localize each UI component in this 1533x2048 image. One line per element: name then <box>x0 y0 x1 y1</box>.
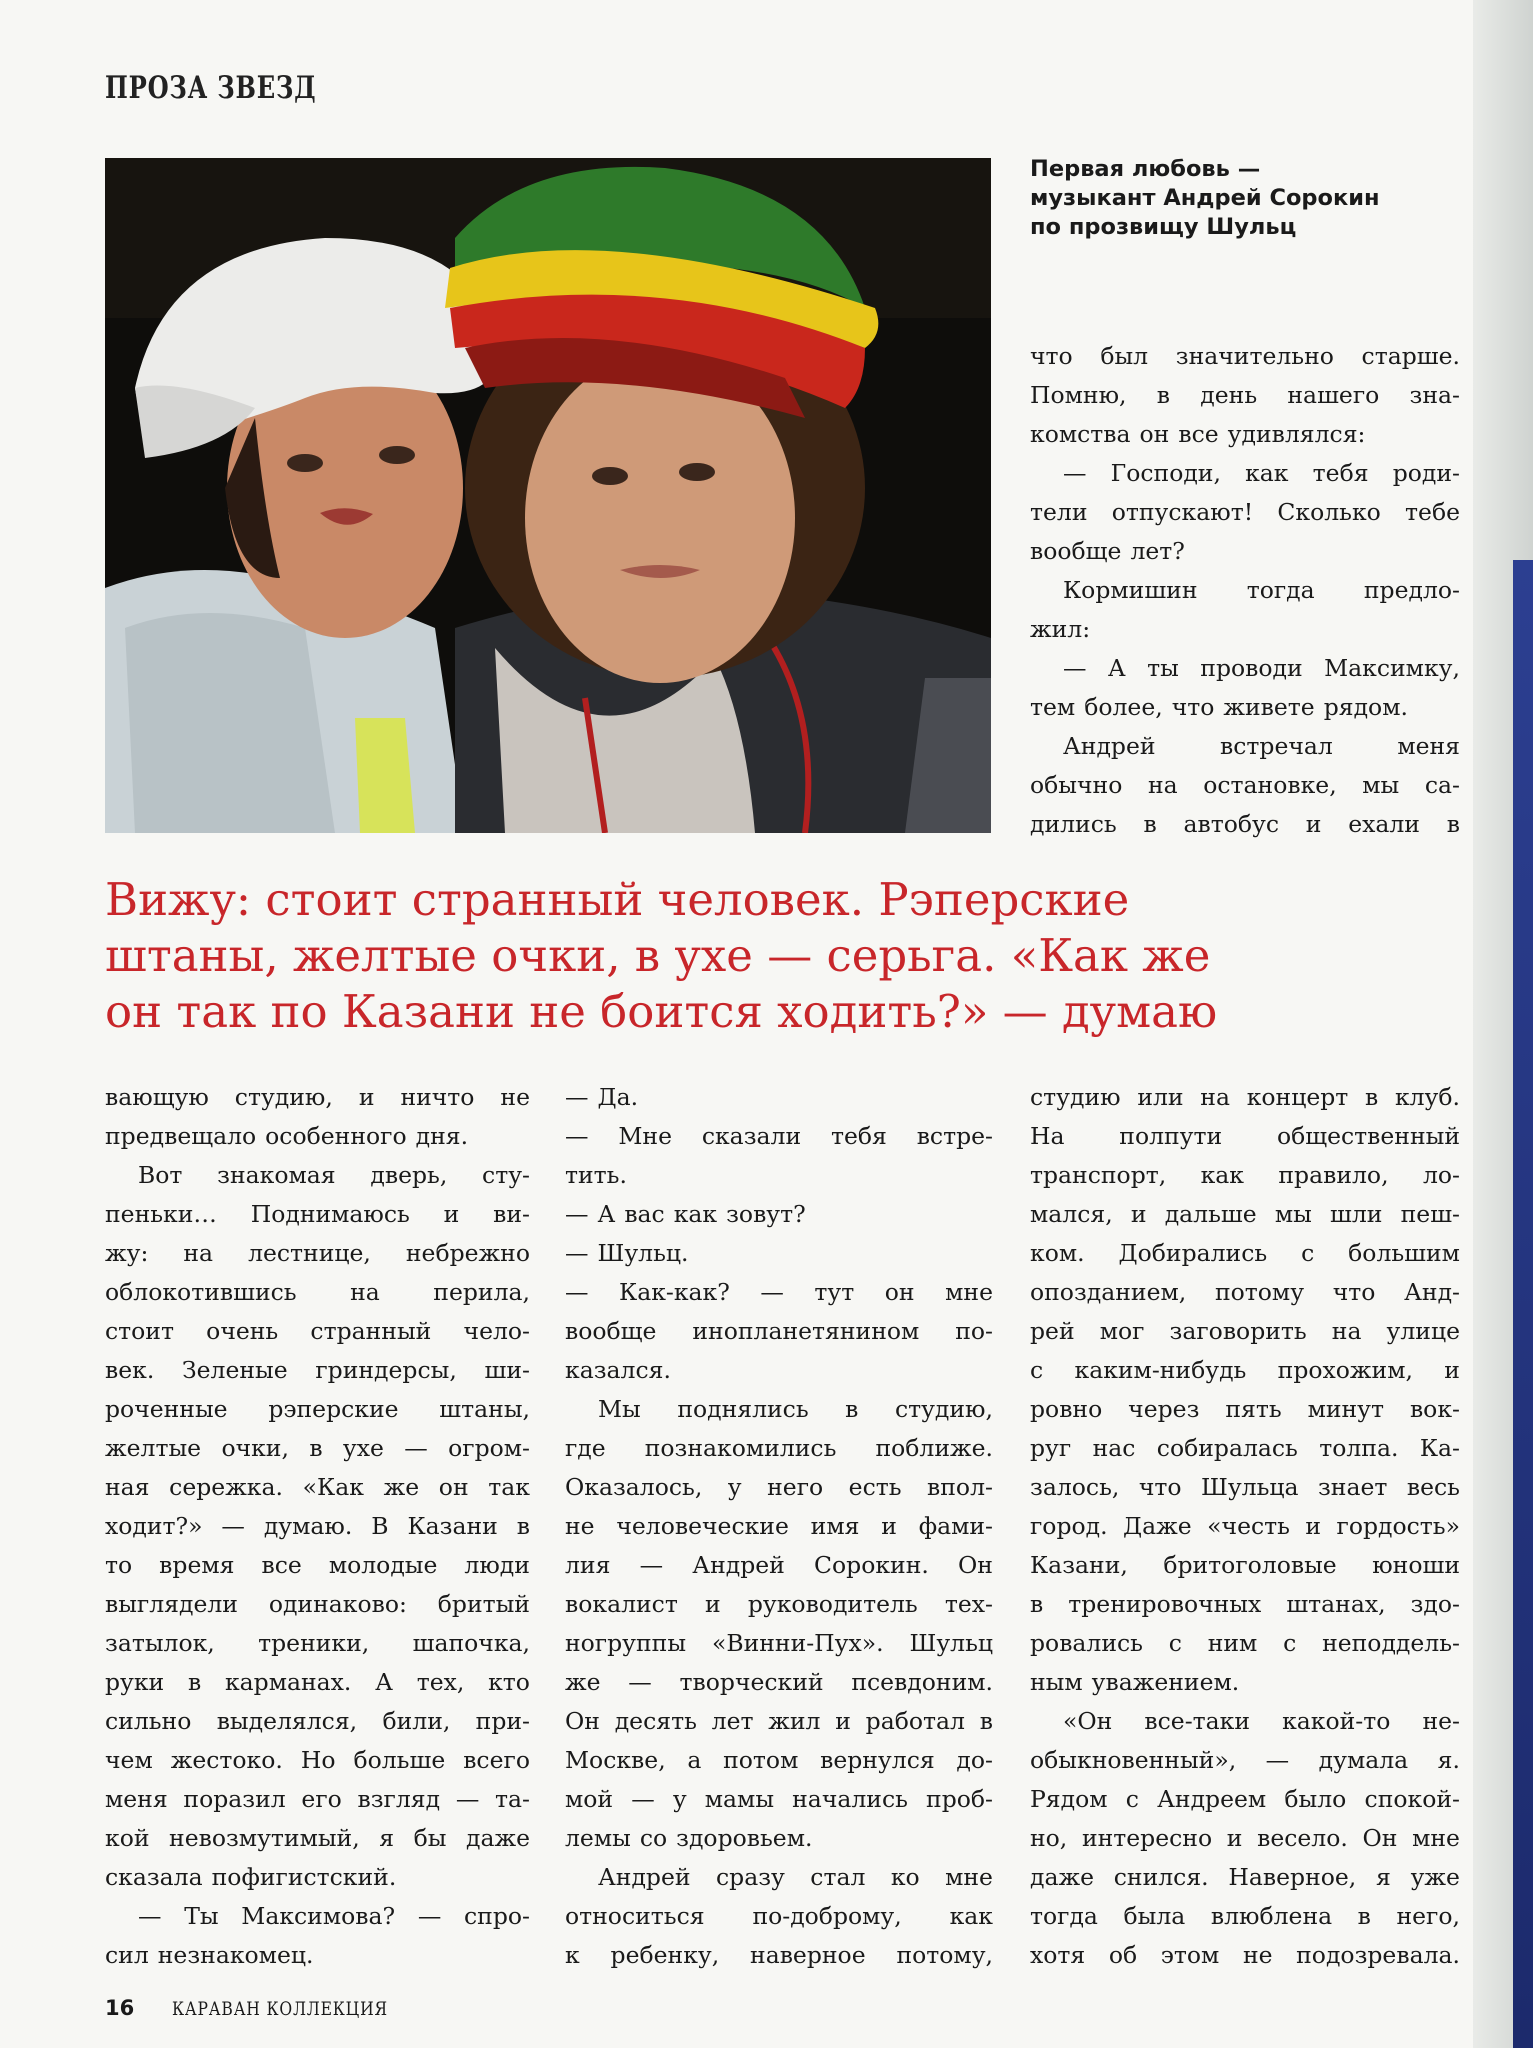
text-line: обычно на остановке, мы са- <box>1030 771 1460 799</box>
text-column-2 <box>565 1078 993 1975</box>
text-line: вокалист и руководитель тех- <box>565 1590 993 1618</box>
text-line: Оказалось, у него есть впол- <box>565 1473 993 1501</box>
text-line: к ребенку, наверное потому, <box>565 1941 993 1969</box>
edge-stripe <box>1513 560 1533 2048</box>
caption-line: музыкант Андрей Сорокин <box>1030 185 1380 211</box>
text-line: обыкновенный», — думала я. <box>1030 1746 1460 1774</box>
text-line: но, интересно и весело. Он мне <box>1030 1824 1460 1852</box>
text-line: меня поразил его взгляд — та- <box>105 1785 530 1813</box>
text-line: опозданием, потому что Анд- <box>1030 1278 1460 1306</box>
text-line: в тренировочных штанах, здо- <box>1030 1590 1460 1618</box>
text-line: — А ты проводи Максимку, <box>1063 654 1460 682</box>
text-line: вающую студию, и ничто не <box>105 1083 530 1111</box>
text-line: где познакомились поближе. <box>565 1434 993 1462</box>
text-line: сил незнакомец. <box>105 1941 314 1969</box>
text-line: относиться по-доброму, как <box>565 1902 993 1930</box>
text-line: сильно выделялся, били, при- <box>105 1707 530 1735</box>
text-line: тить. <box>565 1161 627 1189</box>
text-line: не человеческие имя и фами- <box>565 1512 993 1540</box>
text-line: рей мог заговорить на улице <box>1030 1317 1460 1345</box>
text-line: Помню, в день нашего зна- <box>1030 381 1460 409</box>
text-line: Кормишин тогда предло- <box>1063 576 1460 604</box>
text-line: ногруппы «Винни-Пух». Шульц <box>565 1629 993 1657</box>
text-line: тогда была влюблена в него, <box>1030 1902 1460 1930</box>
text-line: ходит?» — думаю. В Казани в <box>105 1512 530 1540</box>
text-line: Казани, бритоголовые юноши <box>1030 1551 1460 1579</box>
text-line: ровались с ним с неподдель- <box>1030 1629 1460 1657</box>
text-line: Он десять лет жил и работал в <box>565 1707 993 1735</box>
text-line: комства он все удивлялся: <box>1030 420 1366 448</box>
text-line: затылок, треники, шапочка, <box>105 1629 530 1657</box>
text-line: даже снился. Наверное, я уже <box>1030 1863 1460 1891</box>
text-line: город. Даже «честь и гордость» <box>1030 1512 1460 1540</box>
text-line: Москве, а потом вернулся до- <box>565 1746 993 1774</box>
pull-quote-line: Вижу: стоит странный человек. Рэперские <box>105 873 1130 926</box>
text-line: кой невозмутимый, я бы даже <box>105 1824 530 1852</box>
text-line: жу: на лестнице, небрежно <box>105 1239 530 1267</box>
text-line: Вот знакомая дверь, сту- <box>138 1161 530 1189</box>
text-line: хотя об этом не подозревала. <box>1030 1941 1460 1969</box>
magazine-name: КАРАВАН КОЛЛЕКЦИЯ <box>172 1998 388 2020</box>
text-line: — Шульц. <box>565 1239 689 1267</box>
text-line: ровно через пять минут вок- <box>1030 1395 1460 1423</box>
text-line: мой — у мамы начались проб- <box>565 1785 993 1813</box>
text-line: «Он все-таки какой-то не- <box>1063 1707 1460 1735</box>
text-line: ком. Добирались с большим <box>1030 1239 1460 1267</box>
text-line: тели отпускают! Сколько тебе <box>1030 498 1460 526</box>
text-column-top-right <box>1030 337 1460 844</box>
text-line: век. Зеленые гриндерсы, ши- <box>105 1356 530 1384</box>
text-line: лия — Андрей Сорокин. Он <box>565 1551 993 1579</box>
pull-quote-line: он так по Казани не боится ходить?» — думаю <box>105 985 1218 1038</box>
pull-quote-line: штаны, желтые очки, в ухе — серьга. «Как же <box>105 929 1211 982</box>
text-line: вообще инопланетянином по- <box>565 1317 993 1345</box>
text-line: мался, и дальше мы шли пеш- <box>1030 1200 1460 1228</box>
text-line: — Ты Максимова? — спро- <box>138 1902 530 1930</box>
text-line: студию или на концерт в клуб. <box>1030 1083 1460 1111</box>
text-line: Андрей встречал меня <box>1063 732 1460 760</box>
couple-photo <box>105 158 991 833</box>
text-line: Мы поднялись в студию, <box>598 1395 993 1423</box>
page-number: 16 <box>105 1996 135 2020</box>
text-line: лемы со здоровьем. <box>565 1824 813 1852</box>
text-line: же — творческий псевдоним. <box>565 1668 993 1696</box>
text-line: с каким-нибудь прохожим, и <box>1030 1356 1460 1384</box>
text-line: — Да. <box>565 1083 639 1111</box>
text-line: жил: <box>1030 615 1091 643</box>
text-line: роченные рэперские штаны, <box>105 1395 530 1423</box>
text-line: дились в автобус и ехали в <box>1030 810 1460 838</box>
text-line: чем жестоко. Но больше всего <box>105 1746 530 1774</box>
rubric-title: ПРОЗА ЗВЕЗД <box>105 70 317 106</box>
text-line: стоит очень странный чело- <box>105 1317 530 1345</box>
text-line: что был значительно старше. <box>1030 342 1460 370</box>
text-line: На полпути общественный <box>1030 1122 1460 1150</box>
text-line: казался. <box>565 1356 671 1384</box>
text-line: — Как-как? — тут он мне <box>565 1278 993 1306</box>
text-line: тем более, что живете рядом. <box>1030 693 1408 721</box>
caption-line: по прозвищу Шульц <box>1030 214 1297 240</box>
page-edge <box>1473 0 1533 2048</box>
caption-line: Первая любовь — <box>1030 156 1261 182</box>
text-line: руг нас собиралась толпа. Ка- <box>1030 1434 1460 1462</box>
text-line: облокотившись на перила, <box>105 1278 530 1306</box>
text-line: — Господи, как тебя роди- <box>1063 459 1460 487</box>
text-line: вообще лет? <box>1030 537 1185 565</box>
photo-caption <box>1030 155 1450 242</box>
text-line: Рядом с Андреем было спокой- <box>1030 1785 1460 1813</box>
text-line: сказала пофигистский. <box>105 1863 397 1891</box>
text-line: Андрей сразу стал ко мне <box>598 1863 993 1891</box>
text-line: желтые очки, в ухе — огром- <box>105 1434 530 1462</box>
text-line: — А вас как зовут? <box>565 1200 806 1228</box>
text-line: руки в карманах. А тех, кто <box>105 1668 530 1696</box>
text-column-1 <box>105 1078 530 1975</box>
text-line: ная сережка. «Как же он так <box>105 1473 530 1501</box>
text-line: выглядели одинаково: бритый <box>105 1590 530 1618</box>
text-line: то время все молодые люди <box>105 1551 530 1579</box>
text-line: залось, что Шульца знает весь <box>1030 1473 1460 1501</box>
text-column-3 <box>1030 1078 1460 1975</box>
text-line: транспорт, как правило, ло- <box>1030 1161 1460 1189</box>
text-line: предвещало особенного дня. <box>105 1122 469 1150</box>
text-line: ным уважением. <box>1030 1668 1240 1696</box>
text-line: — Мне сказали тебя встре- <box>565 1122 993 1150</box>
pull-quote <box>105 872 1475 1040</box>
text-line: пеньки… Поднимаюсь и ви- <box>105 1200 530 1228</box>
